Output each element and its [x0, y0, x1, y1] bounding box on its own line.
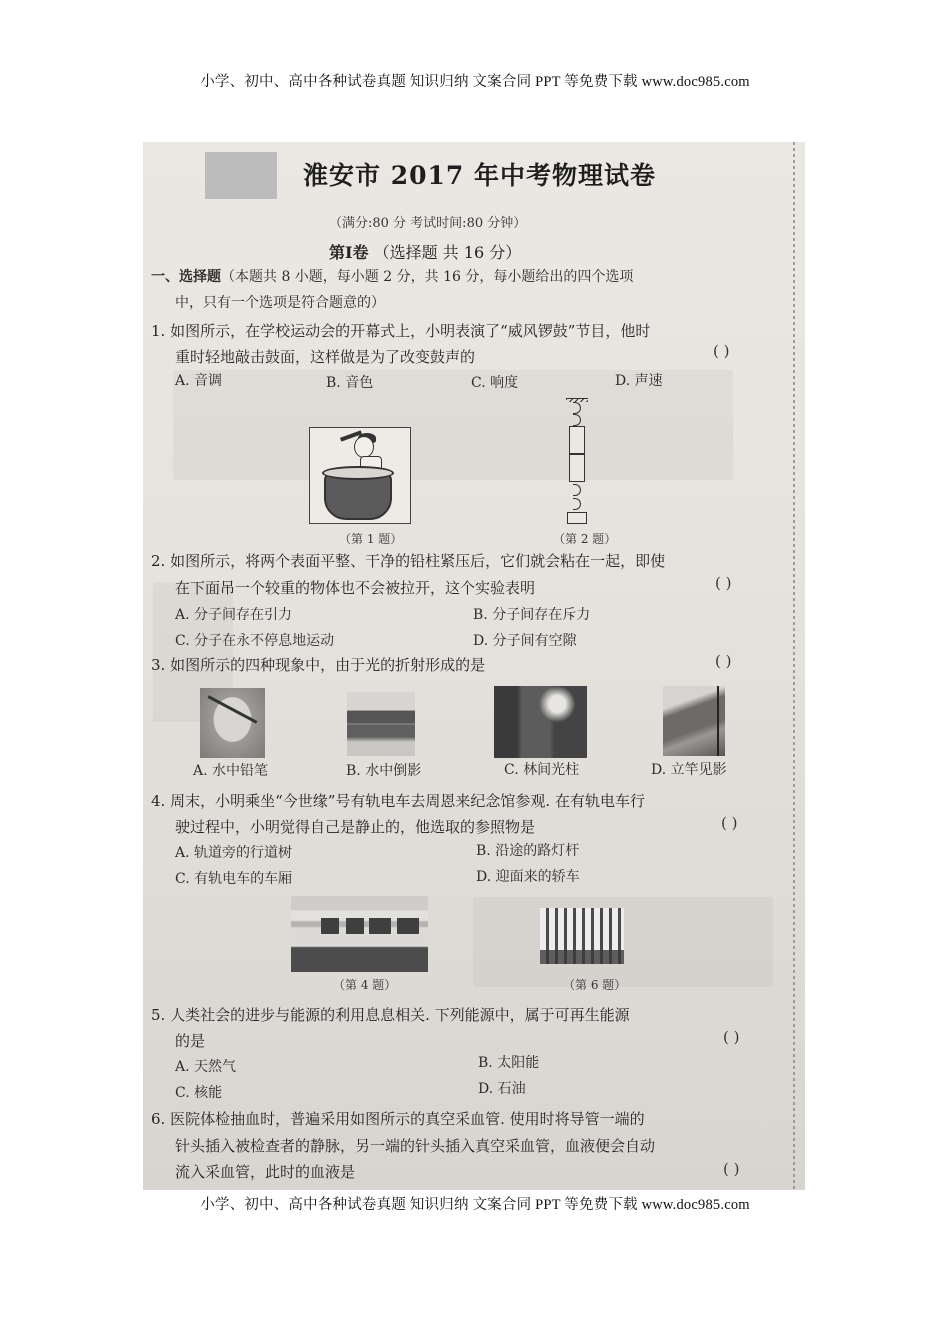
lead-cylinder-upper	[569, 426, 585, 454]
question-text-line: 人类社会的进步与能源的利用息息相关. 下列能源中，属于可再生能源	[170, 1006, 630, 1024]
question-number: 3.	[151, 656, 166, 674]
question-text-line: 周末，小明乘坐“今世缘”号有轨电车去周恩来纪念馆参观. 在有轨电车行	[170, 792, 645, 810]
option-b: B. 分子间存在斥力	[473, 607, 591, 623]
answer-blank: ( )	[721, 814, 738, 832]
lead-cylinder-lower	[569, 454, 585, 482]
exam-page-photo	[143, 142, 805, 1190]
hook-shape	[573, 498, 581, 510]
redacted-logo-box	[205, 152, 277, 199]
option-b: B. 音色	[326, 375, 374, 391]
tram-window	[369, 918, 391, 934]
option-a: A. 轨道旁的行道树	[175, 845, 293, 861]
option-d: D. 石油	[478, 1081, 526, 1097]
exam-title: 淮安市 2017 年中考物理试卷	[303, 161, 656, 190]
question-text-line: 的是	[175, 1032, 206, 1050]
option-d: D. 立竿见影	[651, 762, 727, 778]
question-number: 6.	[151, 1110, 166, 1128]
watermark-header: 小学、初中、高中各种试卷真题 知识归纳 文案合同 PPT 等免费下载 www.doc985.com	[200, 74, 750, 90]
question-text-line: 如图所示，将两个表面平整、干净的铅柱紧压后，它们就会粘在一起，即使	[170, 552, 666, 570]
question-1	[151, 320, 650, 341]
option-a: A. 音调	[175, 373, 223, 389]
answer-blank: ( )	[715, 574, 732, 592]
question-number: 2.	[151, 552, 166, 570]
option-d: D. 声速	[615, 373, 663, 389]
volume-heading	[329, 240, 521, 263]
exam-subtitle: （满分:80 分 考试时间:80 分钟）	[329, 216, 527, 231]
option-a: A. 分子间存在引力	[175, 607, 293, 623]
option-b: B. 水中倒影	[346, 763, 422, 779]
option-d: D. 迎面来的轿车	[476, 869, 580, 885]
pole-shadow-photo	[663, 686, 725, 756]
answer-blank: ( )	[713, 342, 730, 360]
tram-window	[397, 918, 419, 934]
hanging-weight	[567, 512, 587, 524]
question-5	[151, 1004, 630, 1025]
option-c: C. 林间光柱	[504, 762, 580, 778]
option-c: C. 分子在永不停息地运动	[175, 633, 335, 649]
option-c: C. 响度	[471, 375, 519, 391]
option-b: B. 沿途的路灯杆	[476, 843, 580, 859]
forest-light-photo	[494, 686, 587, 758]
volume-note: （选择题 共 16 分）	[373, 243, 522, 262]
watermark-footer: 小学、初中、高中各种试卷真题 知识归纳 文案合同 PPT 等免费下载 www.doc985.com	[200, 1197, 750, 1213]
section-note-2: 中，只有一个选项是符合题意的）	[175, 295, 385, 311]
figure-2-caption: （第 2 题）	[553, 532, 617, 546]
hook-shape	[573, 402, 581, 414]
option-a: A. 天然气	[175, 1059, 237, 1075]
question-text-line: 如图所示，在学校运动会的开幕式上，小明表演了“威风锣鼓”节目，他时	[170, 322, 651, 340]
drum-top	[322, 466, 394, 480]
answer-blank: ( )	[715, 652, 732, 670]
question-text-line: 流入采血管，此时的血液是	[175, 1163, 356, 1181]
question-text-line: 针头插入被检查者的静脉，另一端的针头插入真空采血管，血液便会自动	[175, 1137, 656, 1155]
tram-window	[321, 918, 339, 934]
answer-blank: ( )	[723, 1160, 740, 1178]
pencil-in-water-photo	[200, 688, 265, 758]
question-3	[151, 654, 485, 675]
section-note-1: （本题共 8 小题，每小题 2 分，共 16 分，每小题给出的四个选项	[221, 269, 634, 285]
figure-4-caption: （第 4 题）	[333, 978, 397, 992]
section-heading	[151, 266, 633, 286]
option-c: C. 有轨电车的车厢	[175, 871, 293, 887]
option-d: D. 分子间有空隙	[473, 633, 577, 649]
question-number: 1.	[151, 322, 166, 340]
question-6	[151, 1108, 645, 1129]
question-text-line: 重时轻地敲击鼓面，这样做是为了改变鼓声的	[175, 348, 476, 366]
tram-photo	[291, 896, 428, 972]
question-number: 4.	[151, 792, 166, 810]
hook-shape	[573, 484, 581, 496]
question-text-line: 医院体检抽血时，普遍采用如图所示的真空采血管. 使用时将导管一端的	[170, 1110, 645, 1128]
section-title: 一、选择题	[151, 269, 221, 285]
lead-cylinders-figure	[563, 398, 593, 526]
answer-blank: ( )	[723, 1028, 740, 1046]
question-text-line: 驶过程中，小明觉得自己是静止的，他选取的参照物是	[175, 818, 536, 836]
question-text-line: 如图所示的四种现象中，由于光的折射形成的是	[170, 656, 486, 674]
drum-illustration	[309, 427, 411, 524]
option-b: B. 太阳能	[478, 1055, 540, 1071]
question-4	[151, 790, 645, 811]
reflection-photo	[347, 692, 415, 756]
tram-window	[346, 918, 364, 934]
question-number: 5.	[151, 1006, 166, 1024]
option-a: A. 水中铅笔	[193, 763, 269, 779]
hook-shape	[573, 414, 581, 426]
figure-6-caption: （第 6 题）	[563, 978, 627, 992]
option-c: C. 核能	[175, 1085, 223, 1101]
question-text-line: 在下面吊一个较重的物体也不会被拉开，这个实验表明	[175, 579, 536, 597]
binding-dashed-line	[793, 142, 795, 1190]
figure-1-caption: （第 1 题）	[339, 532, 403, 546]
blood-tubes-photo	[540, 908, 624, 964]
question-2	[151, 550, 665, 571]
figure-part	[354, 436, 374, 458]
volume-label: 第Ⅰ卷	[329, 243, 369, 262]
